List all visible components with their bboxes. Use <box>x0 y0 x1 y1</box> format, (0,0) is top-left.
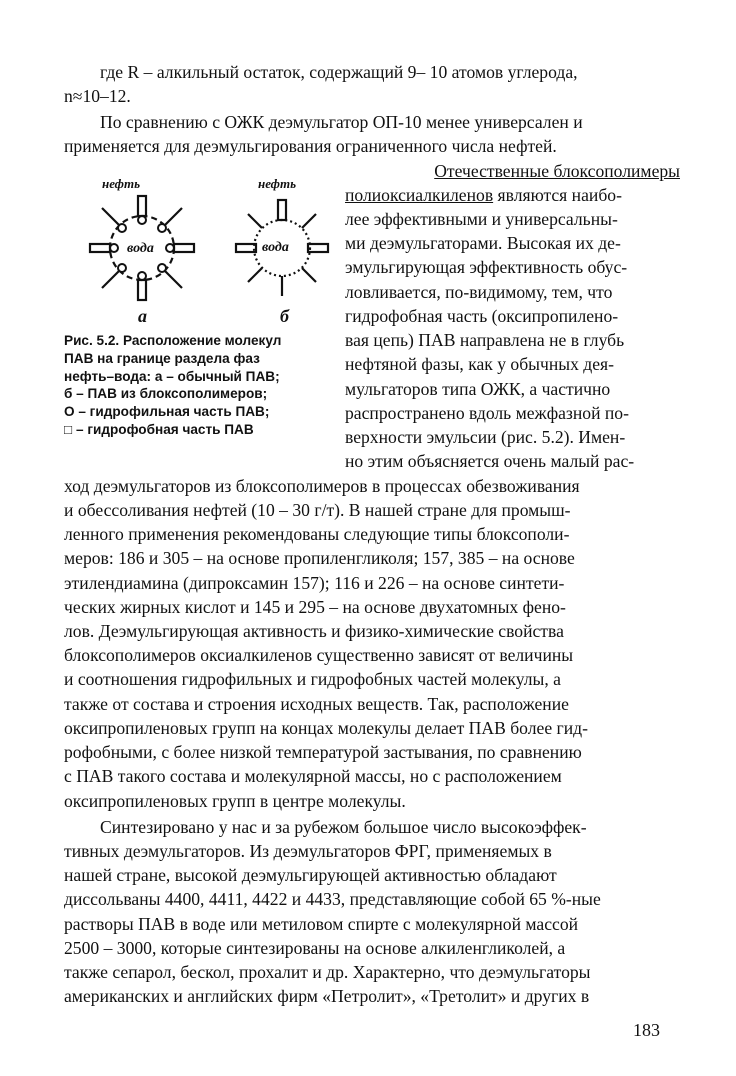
text-line: ход деэмульгаторов из блоксополимеров в процессах обезвоживания <box>64 476 580 496</box>
text-line: блоксополимеров оксиалкиленов существенно зависят от величины <box>64 645 574 665</box>
text-line: ческих жирных кислот и 145 и 295 – на основе двухатомных фено- <box>64 597 566 617</box>
text-line: ленного применения рекомендованы следующие типы блоксополи- <box>64 524 570 544</box>
caption-line: ПАВ на границе раздела фаз <box>64 350 260 366</box>
text-fragment: являются наибо- <box>493 185 622 205</box>
text-line: лов. Деэмульгирующая активность и физико-химические свойства <box>64 621 564 641</box>
text-line: также сепарол, бескол, прохалит и др. Характерно, что деэмульгаторы <box>64 962 591 982</box>
text-line: оксипропиленовых групп на концах молекулы делает ПАВ более гид- <box>64 718 588 738</box>
page-number: 183 <box>633 1020 660 1040</box>
text-line: но этим объясняется очень малый рас- <box>345 451 635 471</box>
text-line: где R – алкильный остаток, содержащий 9– 10 атомов углерода, <box>100 62 578 82</box>
text-line: мульгаторов типа ОЖК, а частично <box>345 379 611 399</box>
text-line: Синтезировано у нас и за рубежом большое число высокоэффек- <box>100 817 587 837</box>
text-line: также от состава и строения исходных веществ. Так, расположение <box>64 694 569 714</box>
text-line: эмульгирующая эффективность обус- <box>345 257 628 277</box>
text-line: По сравнению с ОЖК деэмульгатор ОП-10 менее универсален и <box>100 112 583 132</box>
text-line: диссольваны 4400, 4411, 4422 и 4433, представляющие собой 65 %-ные <box>64 889 601 909</box>
text-line: меров: 186 и 305 – на основе пропиленгликоля; 157, 385 – на основе <box>64 548 575 568</box>
text-line: ловливается, по-видимому, тем, что <box>345 282 613 302</box>
text-line: нашей стране, высокой деэмульгирующей активностью обладают <box>64 865 557 885</box>
figure-label-oil-b: нефть <box>258 176 297 191</box>
text-line: рофобными, с более низкой температурой застывания, по сравнению <box>64 742 582 762</box>
text-line: 2500 – 3000, которые синтезированы на основе алкиленгликолей, а <box>64 938 566 958</box>
text-line: и обессоливания нефтей (10 – 30 г/т). В нашей стране для промыш- <box>64 500 571 520</box>
figure-letter-a: а <box>138 306 147 326</box>
figure-label-water-a: вода <box>127 241 154 256</box>
text-line: применяется для деэмульгирования ограниченного числа нефтей. <box>64 136 557 156</box>
text-line: американских и английских фирм «Петролит», «Третолит» и других в <box>64 986 590 1006</box>
text-line: этилендиамина (дипроксамин 157); 116 и 226 – на основе синтети- <box>64 573 565 593</box>
figure-letter-b: б <box>280 306 289 326</box>
caption-line: О – гидрофильная часть ПАВ; <box>64 404 270 420</box>
text-line: оксипропиленовых групп в центре молекулы. <box>64 791 406 811</box>
text-line: верхности эмульсии (рис. 5.2). Имен- <box>345 427 626 447</box>
text-line: растворы ПАВ в воде или метиловом спирте с молекулярной массой <box>64 914 579 934</box>
text-line: тивных деэмульгаторов. Из деэмульгаторов ФРГ, применяемых в <box>64 841 552 861</box>
figure-label-water-b: вода <box>262 240 289 255</box>
caption-line: □ – гидрофобная часть ПАВ <box>64 421 254 437</box>
caption-line: Рис. 5.2. Расположение молекул <box>64 333 282 348</box>
text-line <box>345 184 680 207</box>
caption-line: нефть–вода: а – обычный ПАВ; <box>64 368 280 384</box>
text-line: вая цепь) ПАВ направлена не в глубь <box>345 330 625 350</box>
figure-label-oil-a: нефть <box>102 176 141 191</box>
text-line <box>345 160 680 183</box>
underlined-term: полиоксиалкиленов <box>345 185 494 205</box>
text-line: ми деэмульгаторами. Высокая их де- <box>345 233 621 253</box>
underlined-term: Отечественные блоксополимеры <box>434 161 680 181</box>
text-line: распространено вдоль межфазной по- <box>345 403 629 423</box>
figure-caption <box>64 332 332 439</box>
text-line: гидрофобная часть (оксипропилено- <box>345 306 619 326</box>
text-line: нефтяной фазы, как у обычных дея- <box>345 354 614 374</box>
text-line: лее эффективными и универсальны- <box>345 209 618 229</box>
caption-line: б – ПАВ из блоксополимеров; <box>64 386 268 402</box>
text-line: с ПАВ такого состава и молекулярной массы, но с расположением <box>64 766 562 786</box>
text-line: и соотношения гидрофильных и гидрофобных частей молекулы, а <box>64 669 561 689</box>
text-line: n≈10–12. <box>64 86 131 106</box>
